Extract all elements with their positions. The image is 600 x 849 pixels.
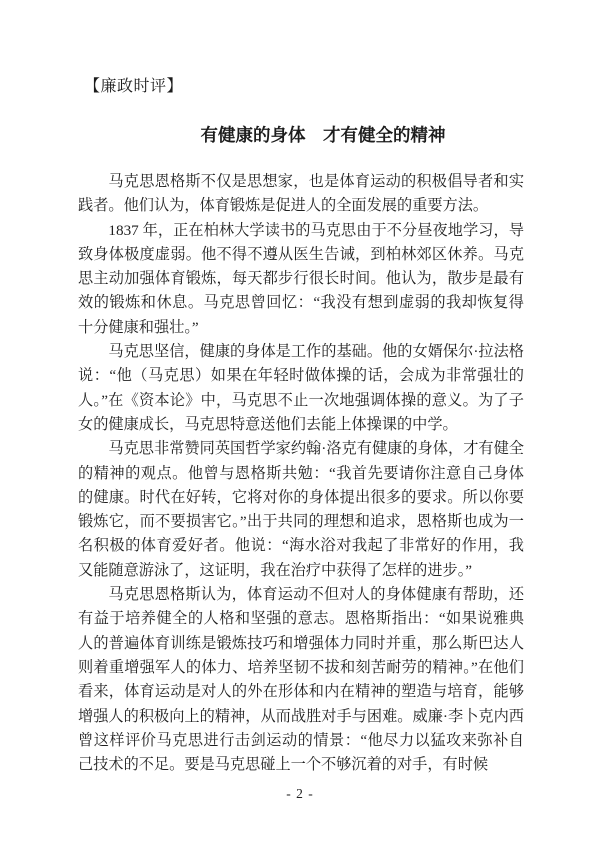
document-title: 有健康的身体 才有健全的精神 — [200, 125, 446, 145]
document-body — [78, 170, 524, 777]
paragraph-5: 马克思恩格斯认为，体育运动不但对人的身体健康有帮助，还有益于培养健全的人格和坚强的意志。恩格斯指出：“如果说雅典人的普遍体育训练是锻炼技巧和增强体力同时并重，那么斯巴达人则着重增强军人的体力、培养坚韧不拔和刻苦耐劳的精神。”在他们看来，体育运动是对人的外在形体和内在精神的塑造与培育，能够增强人的积极向上的精神，从而战胜对手与困难。威廉·李卜克内西曾这样评价马克思进行击剑运动的情景：“他尽力以猛攻来弥补自己技术的不足。要是马克思碰上一个不够沉着的对手，有时候 — [78, 586, 524, 774]
paragraph-2: 1837 年，正在柏林大学读书的马克思由于不分昼夜地学习，导致身体极度虚弱。他不得不遵从医生告诫，到柏林郊区休养。马克思主动加强体育锻炼，每天都步行很长时间。他认为，散步是最有效的锻炼和休息。马克思曾回忆：“我没有想到虚弱的我却恢复得十分健康和强壮。” — [78, 221, 524, 336]
section-tag: 【廉政时评】 — [84, 78, 184, 95]
page-number: - 2 - — [286, 786, 314, 801]
paragraph-3: 马克思坚信，健康的身体是工作的基础。他的女婿保尔·拉法格说：“他（马克思）如果在年轻时做体操的话，会成为非常强壮的人。”在《资本论》中，马克思不止一次地强调体操的意义。为了子女的健康成长，马克思特意送他们去能上体操课的中学。 — [78, 343, 524, 433]
paragraph-4: 马克思非常赞同英国哲学家约翰·洛克有健康的身体，才有健全的精神的观点。他曾与恩格斯共勉：“我首先要请你注意自己身体的健康。时代在好转，它将对你的身体提出很多的要求。所以你要锻炼它，而不要损害它。”出于共同的理想和追求，恩格斯也成为一名积极的体育爱好者。他说：“海水浴对我起了非常好的作用，我又能随意游泳了，这证明，我在治疗中获得了怎样的进步。” — [78, 440, 524, 579]
paragraph-1: 马克思恩格斯不仅是思想家，也是体育运动的积极倡导者和实践者。他们认为，体育锻炼是促进人的全面发展的重要方法。 — [78, 173, 524, 215]
